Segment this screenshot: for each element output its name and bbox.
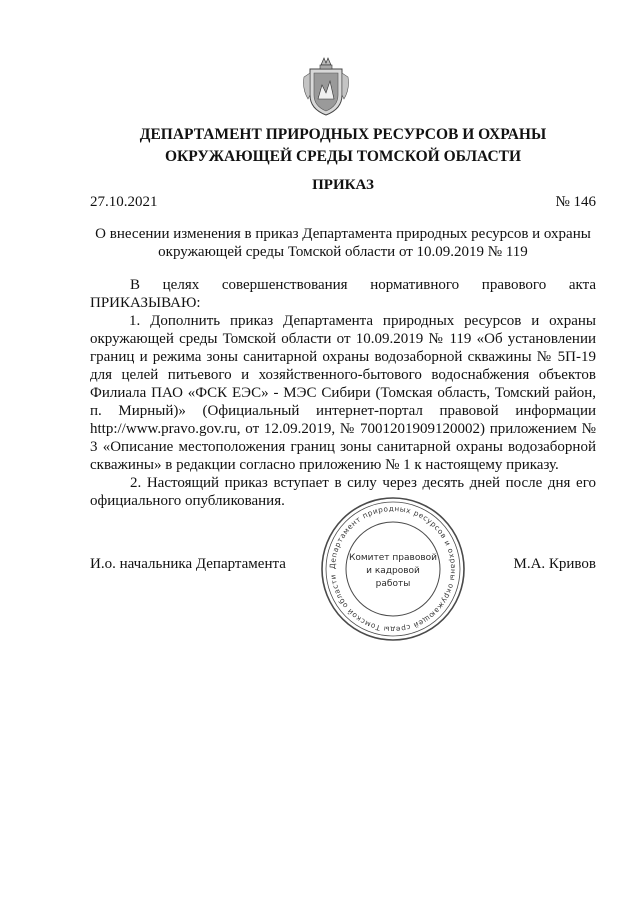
coat-of-arms-icon <box>302 55 350 117</box>
subject-line-1: О внесении изменения в приказ Департамента природных ресурсов и охраны <box>95 226 591 242</box>
order-subject <box>90 225 596 261</box>
official-stamp <box>318 494 468 644</box>
department-title-line-1: ДЕПАРТАМЕНТ ПРИРОДНЫХ РЕСУРСОВ И ОХРАНЫ <box>139 126 547 143</box>
signatory-name: М.А. Кривов <box>513 556 596 572</box>
stamp-center-line-1: Комитет правовой <box>348 553 438 563</box>
stamp-center-line-2: и кадровой <box>366 566 420 576</box>
order-item-1: 1. Дополнить приказ Департамента природных ресурсов и охраны окружающей среды Томской области от 10.09.2019 № 119 «Об установлении границ и режима зоны санитарной охраны водозаборной скважины № 5П-19 для целей питьевого и хозяйственного-бытового водоснабжения объектов Филиала ПАО «ФСК ЕЭС» - МЭС Сибири (Томская область, Томский район, п. Мирный)» (Официальный интернет-портал правовой информации http://www.pravo.gov.ru, от 12.09.2019, № 7001201909120002) приложением № 3 «Описание местоположения границ зоны санитарной охраны водозаборной скважины» в редакции согласно приложению № 1 к настоящему приказу. <box>90 313 596 473</box>
department-title <box>90 124 596 168</box>
order-body <box>90 276 596 510</box>
order-number: № 146 <box>555 194 596 210</box>
order-item-2: 2. Настоящий приказ вступает в силу через десять дней после дня его официального опубликования. <box>90 475 596 509</box>
signatory-position: И.о. начальника Департамента <box>90 556 286 572</box>
order-date: 27.10.2021 <box>90 194 158 210</box>
subject-line-2: окружающей среды Томской области от 10.09.2019 № 119 <box>158 244 528 260</box>
stamp-center-line-3: работы <box>375 579 411 589</box>
preamble: В целях совершенствования нормативного правового акта ПРИКАЗЫВАЮ: <box>90 277 596 311</box>
document-type: ПРИКАЗ <box>312 177 374 193</box>
department-title-line-2: ОКРУЖАЮЩЕЙ СРЕДЫ ТОМСКОЙ ОБЛАСТИ <box>164 148 522 165</box>
stamp-outer-text: Департамент природных ресурсов и охраны окружающей среды Томской области <box>327 503 459 635</box>
